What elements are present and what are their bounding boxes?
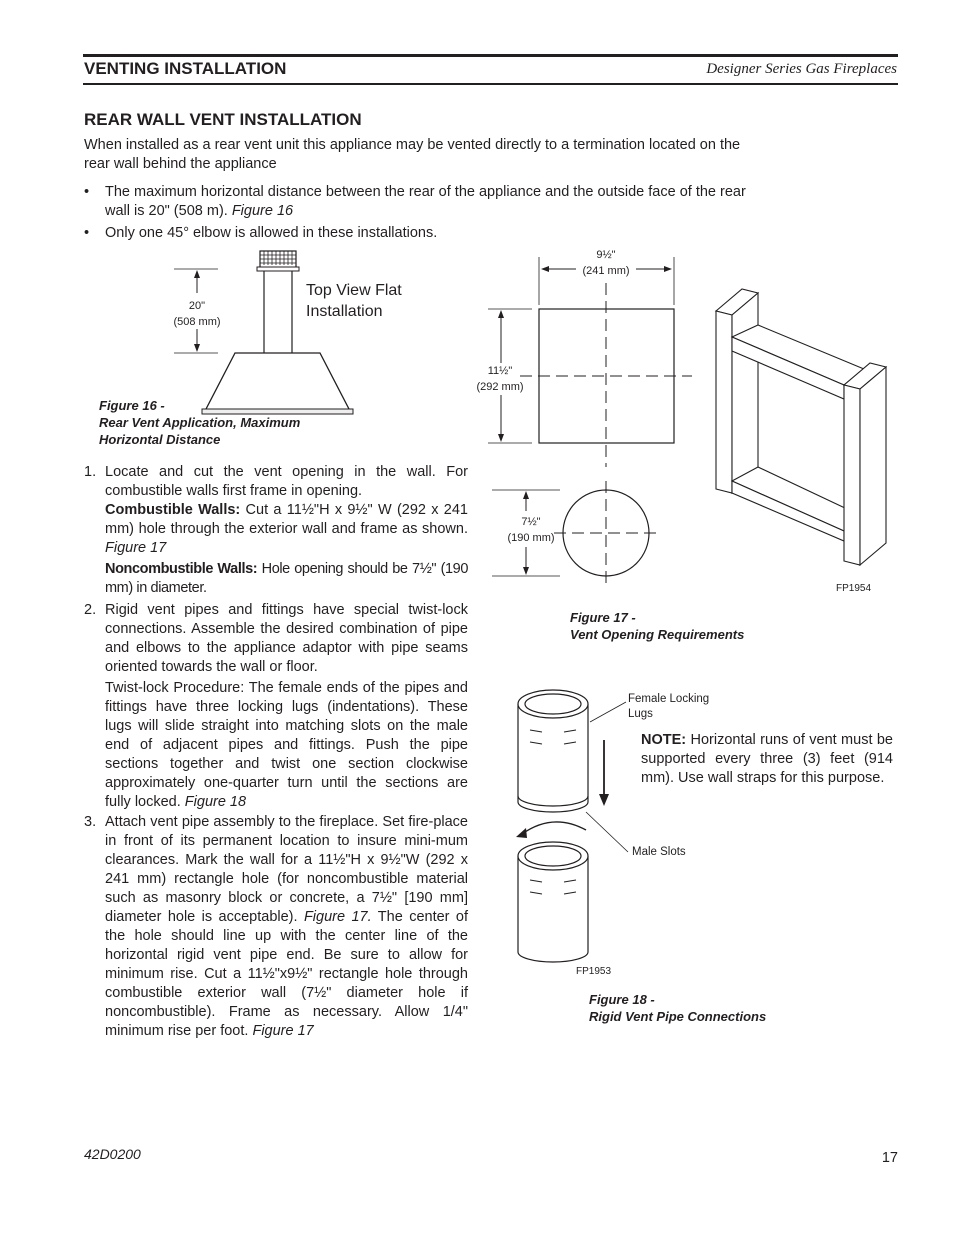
fig16-label-line: Installation (306, 303, 383, 320)
push-arrowhead (599, 794, 609, 806)
caption-line: Vent Opening Requirements (570, 627, 745, 642)
upper-pipe-body (518, 704, 588, 812)
fig16-label-line: Top View Flat (306, 282, 402, 299)
frame-right-post-side (860, 367, 886, 565)
caption-line: Horizontal Distance (99, 432, 221, 447)
step-2-procedure (105, 679, 468, 812)
fig16-dim-mm: (508 mm) (173, 316, 221, 328)
note-block (641, 731, 893, 788)
step-number: 1. (84, 464, 97, 480)
arrowhead-down (498, 434, 504, 442)
twist-arrow (522, 822, 586, 834)
arrowhead-up (498, 310, 504, 318)
caption-line: Figure 18 - (589, 992, 655, 1007)
figure-18-caption (589, 991, 766, 1025)
combustible-label: Combustible Walls: (105, 502, 241, 518)
frame-right-post (844, 385, 860, 565)
fig17-dia-in: 7½" (521, 516, 541, 528)
arrowhead-left (541, 266, 549, 272)
procedure-text: Twist-lock Procedure: The female ends of the pipes and fittings have three locking lugs (indentations). These lugs will slide straight into matching slots on the male end of adjacent pipes and fittings. Push the pipe sections together and twist one section clockwise approximately one-quarter turn until the sections are fully locked. (105, 680, 468, 810)
fig16-dim-in: 20" (188, 300, 206, 312)
twist-arrowhead (516, 828, 527, 838)
step-text: Locate and cut the vent opening in the wall. For combustible walls first frame in opening. (105, 464, 468, 499)
step-1 (84, 463, 468, 501)
note-label: NOTE: (641, 732, 687, 748)
header-series-title: Designer Series Gas Fireplaces (706, 61, 897, 77)
step-3 (84, 813, 468, 1041)
figure-reference: Figure 16 (231, 203, 294, 219)
female-lugs-leader (590, 702, 626, 722)
caption-line: Rigid Vent Pipe Connections (589, 1009, 767, 1024)
caption-line: Rear Vent Application, Maximum (99, 415, 301, 430)
caption-line: Figure 17 - (570, 610, 636, 625)
step-number: 3. (84, 814, 97, 830)
figure-17-diagram (470, 245, 900, 600)
footer-page-number: 17 (881, 1150, 898, 1166)
figure-16-caption (99, 397, 300, 448)
caption-line: Figure 16 - (99, 398, 165, 413)
step-text: Attach vent pipe assembly to the fireplace. Set fire-place in front of its permanent location to insure mini-mum clearances. Mark the wall for a 11½"H x 9½"W (292 x 241 mm) rectangle hole (for noncombustible material such as masonry block or concrete, a 7½" [190 mm] diameter hole is acceptable). (105, 814, 468, 925)
arrowhead-down (523, 567, 529, 575)
header-section-title: VENTING INSTALLATION (84, 59, 287, 78)
section-title: REAR WALL VENT INSTALLATION (84, 110, 362, 129)
upper-pipe-inner (525, 694, 581, 714)
lower-pipe-body (518, 856, 588, 962)
fig17-code: FP1954 (836, 583, 872, 594)
fig18-female-label-1: Female Locking (628, 693, 710, 705)
arrowhead-up (194, 270, 200, 278)
fig18-male-label: Male Slots (632, 846, 686, 858)
upper-pipe (518, 690, 588, 812)
figure-18-diagram (500, 680, 720, 980)
termination-cap (260, 251, 296, 269)
step-1-combustible (105, 501, 468, 558)
fig18-female-label-2: Lugs (628, 708, 653, 720)
wall-frame (716, 289, 886, 565)
arrowhead-down (194, 344, 200, 352)
figure-17-caption (570, 609, 744, 643)
step-text: Rigid vent pipes and fittings have special twist-lock connections. Assemble the desired combination of pipe and elbows to the appliance adaptor with pipe seams oriented towards the wall or floor. (105, 602, 468, 675)
male-slots-leader (586, 812, 628, 852)
figure-16-diagram (160, 245, 420, 420)
noncombustible-label: Noncombustible Walls: (105, 561, 258, 577)
figure-reference: Figure 17 (252, 1023, 314, 1039)
figure-reference: Figure 17 (105, 540, 167, 556)
step-2 (84, 601, 468, 677)
step-text: The center of the hole should line up with the center line of the horizontal rigid vent pipe end. Be sure to allow for minimum rise. Cut a 11½"x9½" rectangle hole through combustible exterior wall (7½" diameter hole if noncombustible). Frame as necessary. Allow 1/4" minimum rise per foot. (105, 909, 469, 1039)
lower-pipe-inner (525, 846, 581, 866)
bullet-item (84, 183, 764, 221)
arrowhead-right (664, 266, 672, 272)
combustible-text: Cut a 11½"H x 9½" W (292 x 241 mm) hole through the exterior wall and frame as shown. (105, 502, 468, 537)
lower-pipe (518, 842, 588, 962)
bullet-item (84, 224, 764, 243)
fig17-height-mm: (292 mm) (476, 381, 524, 393)
frame-left-post-side (732, 293, 758, 493)
note-text: Horizontal runs of vent must be supported every three (3) feet (914 mm). Use wall straps for this purpose. (641, 732, 893, 786)
figure-reference: Figure 17. (303, 909, 372, 925)
fig16-label (306, 280, 402, 322)
fig17-width-in: 9½" (596, 249, 616, 261)
fig18-code: FP1953 (576, 966, 612, 977)
cap-base (257, 267, 299, 271)
fig17-height-in: 11½" (487, 365, 513, 377)
step-number: 2. (84, 602, 97, 618)
figure-reference: Figure 18 (184, 794, 247, 810)
frame-left-post (716, 311, 732, 493)
fig17-width-mm: (241 mm) (582, 265, 630, 277)
footer-doc-number: 42D0200 (84, 1146, 141, 1162)
fig17-dia-mm: (190 mm) (507, 532, 555, 544)
noncombustible-text: Hole opening should be 7½" (190 mm) in diameter. (105, 561, 468, 596)
bullet-text: The maximum horizontal distance between the rear of the appliance and the outside face of the rear wall is 20" (508 m). (105, 184, 746, 219)
step-1-noncombustible (105, 560, 468, 598)
intro-paragraph: When installed as a rear vent unit this appliance may be vented directly to a termination located on the rear wall behind the appliance (84, 137, 741, 172)
bullet-text: Only one 45° elbow is allowed in these installations. (105, 225, 438, 241)
header-rule-top (83, 54, 898, 57)
arrowhead-up (523, 491, 529, 499)
header-rule-bottom (83, 83, 898, 85)
